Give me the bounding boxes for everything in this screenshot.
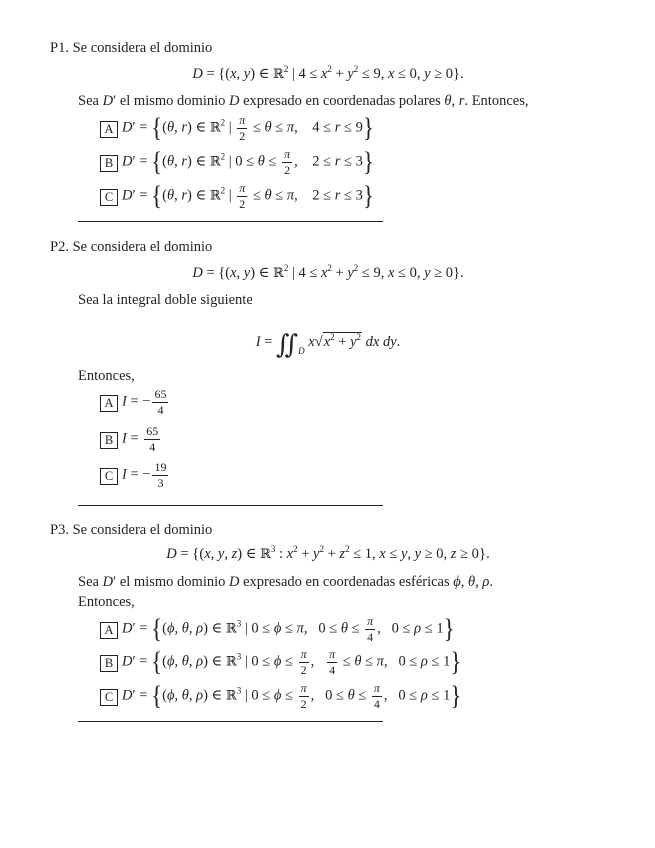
p2-option-c[interactable]: C I = − $\frac{19}{3}$ [100,461,170,489]
p3-then: Entonces, [78,594,135,610]
p2-then: Entonces, [78,368,135,384]
p2-divider [78,505,383,506]
p1-option-c[interactable]: C D′ = {(θ, r) ∈ ℝ$^2$ | $\frac{\pi}{2}$ ≤ θ ≤ π, 2 ≤ r ≤ 3} [100,182,374,210]
option-b-box[interactable]: B [100,155,118,172]
p1-option-b[interactable]: B D′ = {(θ, r) ∈ ℝ$^2$ | 0 ≤ θ ≤ $\frac{\pi}{2}$ , 2 ≤ r ≤ 3} [100,148,374,176]
option-c-box[interactable]: C [100,468,118,485]
p3-option-c[interactable]: C D′ = {(ϕ, θ, ρ) ∈ ℝ$^3$ | 0 ≤ ϕ ≤ $\frac{\pi}{2}$ , 0 ≤ θ ≤ $\frac{\pi}{4}$ , 0 ≤ ρ ≤ 1} [100,682,461,710]
p1-divider [78,221,383,222]
p3-heading: P3. Se considera el dominio [50,522,213,538]
p1-heading: P1. Se considera el dominio [50,40,213,56]
p1-domain-equation: D = {(x, y) ∈ ℝ$^2$ | $4 \le x^2 + y^2 \le 9$, x ≤ 0, y ≥ 0}. [192,64,464,82]
option-c-box[interactable]: C [100,689,118,706]
option-a-box[interactable]: A [100,622,118,639]
p2-text: Sea la integral doble siguiente [78,292,253,308]
p2-heading: P2. Se considera el dominio [50,239,213,255]
p3-divider [78,721,383,722]
option-a-box[interactable]: A [100,395,118,412]
p3-domain-equation: D = {(x, y, z) ∈ ℝ$^3$ : $x^2 + y^2 + z^2 \le 1$, x ≤ y, y ≥ 0, z ≥ 0}. [166,544,490,562]
p3-option-a[interactable]: A D′ = {(ϕ, θ, ρ) ∈ ℝ$^3$ | 0 ≤ ϕ ≤ π, 0 ≤ θ ≤ $\frac{\pi}{4}$ , 0 ≤ ρ ≤ 1} [100,615,455,643]
option-c-box[interactable]: C [100,189,118,206]
p1-text: Sea D′ el mismo dominio D expresado en coordenadas polares θ, r. Entonces, [78,93,529,109]
option-a-box[interactable]: A [100,121,118,138]
p3-text: Sea D′ el mismo dominio D expresado en coordenadas esféricas ϕ, θ, ρ. [78,574,493,590]
p1-option-a[interactable]: A D′ = {(θ, r) ∈ ℝ$^2$ | $\frac{\pi}{2}$ ≤ θ ≤ π, 4 ≤ r ≤ 9} [100,114,374,142]
p2-option-b[interactable]: B I = $\frac{65}{4}$ [100,425,162,453]
p2-integral: $I = ∬_D$ $x√x^2 + y^2$ dx dy. [255,330,401,359]
p3-option-b[interactable]: B D′ = {(ϕ, θ, ρ) ∈ ℝ$^3$ | 0 ≤ ϕ ≤ $\frac{\pi}{2}$ , $\frac{\pi}{4}$ ≤ θ ≤ π, 0 ≤ ρ ≤ 1} [100,648,461,676]
p2-domain-equation: D = {(x, y) ∈ ℝ$^2$ | $4 \le x^2 + y^2 \le 9$, x ≤ 0, y ≥ 0}. [192,263,464,281]
p2-option-a[interactable]: A I = − $\frac{65}{4}$ [100,388,170,416]
option-b-box[interactable]: B [100,655,118,672]
option-b-box[interactable]: B [100,432,118,449]
